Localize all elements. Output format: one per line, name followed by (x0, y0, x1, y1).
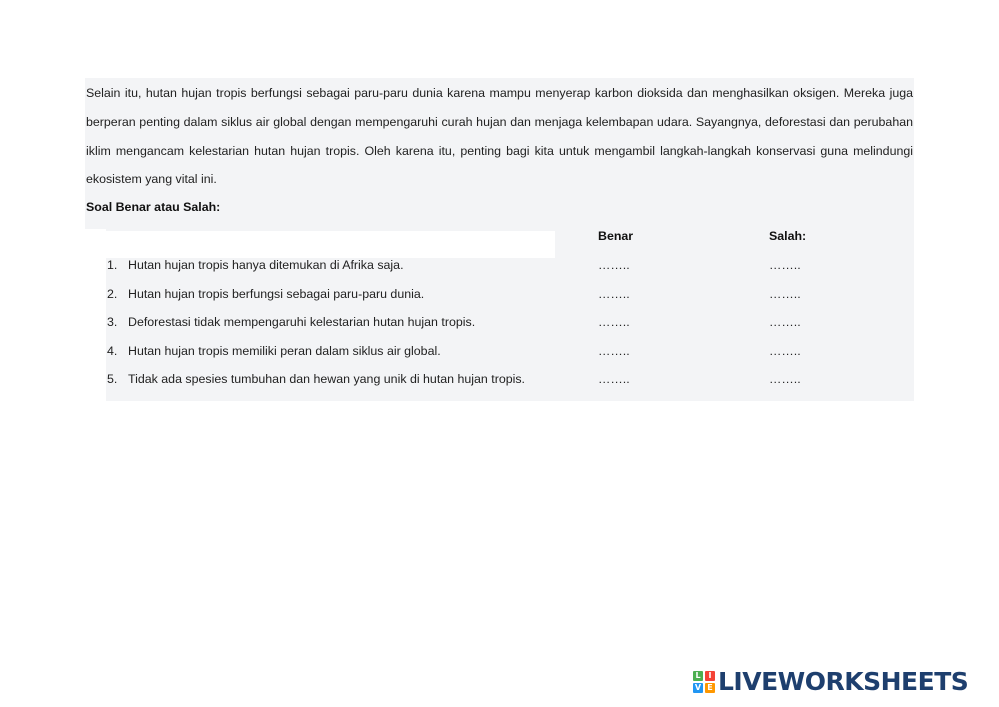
question-number: 3. (107, 315, 118, 329)
question-row (106, 315, 914, 343)
liveworksheets-logo (693, 668, 968, 696)
question-row (106, 258, 914, 286)
paragraph-text: Selain itu, hutan hujan tropis berfungsi sebagai paru-paru dunia karena mampu menyerap karbon dioksida dan menghasilkan oksigen. Mereka juga berperan penting dalam siklus air global dengan mempengaruhi curah hujan dan menjaga kelembapan udara. Sayangnya, deforestasi dan perubahan iklim mengancam kelestarian hutan hujan tropis. Oleh karena itu, penting bagi kita untuk mengambil langkah-langkah konservasi guna melindungi ekosistem yang vital ini. (86, 86, 913, 187)
logo-tile: E (705, 683, 715, 693)
question-number: 1. (107, 258, 118, 272)
answer-benar-blank[interactable]: …….. (598, 287, 630, 301)
answer-salah-blank[interactable]: …….. (769, 315, 801, 329)
answer-salah-blank[interactable]: …….. (769, 372, 801, 386)
logo-tile: V (694, 683, 702, 692)
answer-benar-blank[interactable]: …….. (598, 315, 630, 329)
answer-benar-blank[interactable]: …….. (598, 344, 630, 358)
question-text: Hutan hujan tropis berfungsi sebagai paru-paru dunia. (128, 287, 425, 301)
answer-benar-blank[interactable]: …….. (598, 372, 630, 386)
liveworksheets-logo-text: LIVEWORKSHEETS (718, 667, 969, 696)
liveworksheets-logo-icon (693, 671, 715, 693)
answer-benar-blank[interactable]: …….. (598, 258, 630, 272)
question-number: 5. (107, 372, 118, 386)
section-heading: Soal Benar atau Salah: (86, 200, 221, 214)
answer-salah-blank[interactable]: …….. (769, 344, 801, 358)
question-text: Tidak ada spesies tumbuhan dan hewan yang unik di hutan hujan tropis. (128, 372, 525, 386)
question-text: Deforestasi tidak mempengaruhi kelestarian hutan hujan tropis. (128, 315, 476, 329)
column-header-salah: Salah: (769, 229, 807, 243)
answer-salah-blank[interactable]: …….. (769, 287, 801, 301)
question-row (106, 344, 914, 372)
question-number: 4. (107, 344, 118, 358)
answer-salah-blank[interactable]: …….. (769, 258, 801, 272)
table-header-blank-cell (85, 231, 555, 258)
logo-tile: I (705, 671, 715, 681)
question-number: 2. (107, 287, 118, 301)
question-row (106, 372, 914, 400)
question-row (106, 287, 914, 315)
logo-tile: L (693, 671, 703, 681)
column-header-benar: Benar (598, 229, 634, 243)
question-text: Hutan hujan tropis memiliki peran dalam siklus air global. (128, 344, 441, 358)
question-text: Hutan hujan tropis hanya ditemukan di Afrika saja. (128, 258, 404, 272)
